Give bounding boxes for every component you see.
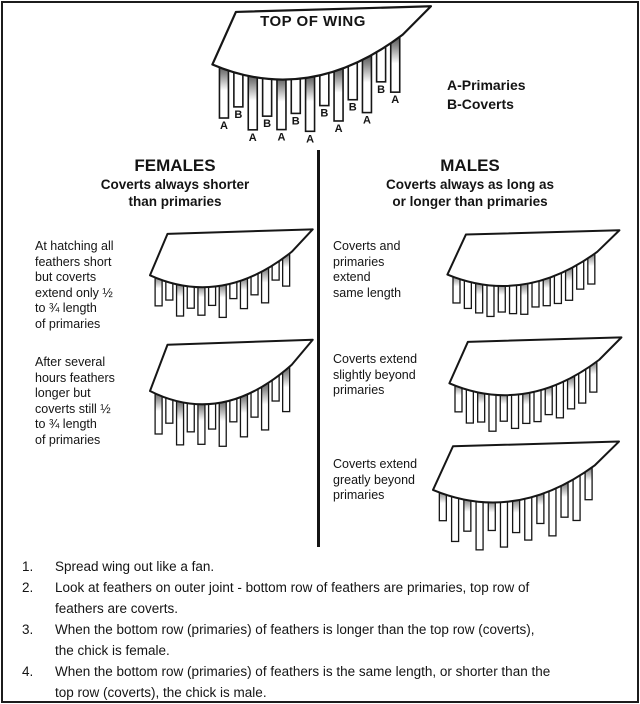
svg-text:A: A (219, 120, 228, 133)
male-note-slight: Coverts extend slightly beyond primaries (333, 352, 418, 397)
instruction-item (22, 619, 622, 661)
female-note-hours: After several hours feathers longer but coverts still ½ to ¾ length of primaries (35, 355, 115, 447)
instruction-text: Look at feathers on outer joint - bottom row of feathers are primaries, top row of feathers are coverts. (55, 580, 530, 616)
svg-text:A: A (362, 114, 371, 127)
females-title: FEMALES (134, 156, 216, 175)
svg-text:A: A (334, 122, 343, 135)
feather-legend: A-Primaries B-Coverts (447, 77, 526, 112)
svg-text:A: A (391, 94, 400, 107)
svg-text:A: A (248, 131, 257, 144)
instruction-number: 2. (22, 580, 34, 595)
svg-text:B: B (291, 115, 300, 128)
wing-diagram-female-hours (143, 336, 318, 461)
females-subtitle: Coverts always shorter than primaries (100, 177, 250, 209)
males-title: MALES (440, 156, 500, 175)
svg-text:B: B (263, 118, 272, 131)
female-note-hatching: At hatching all feathers short but coverts extend only ½ to ¾ length of primaries (35, 239, 114, 331)
instruction-item (22, 556, 622, 577)
wing-diagram-male-great (425, 438, 625, 556)
instruction-number: 3. (22, 622, 34, 637)
svg-text:B: B (320, 107, 329, 120)
top-of-wing-label: TOP OF WING (260, 13, 366, 30)
instruction-text: When the bottom row (primaries) of feathers is the same length, or shorter than the top row (coverts), the chick is male. (55, 664, 551, 700)
males-header (350, 156, 590, 210)
instruction-text: When the bottom row (primaries) of feathers is longer than the top row (coverts), the chick is female. (55, 622, 535, 658)
wing-diagram-male-same (440, 227, 625, 335)
wing-diagram-female-hatching (143, 226, 318, 338)
instruction-number: 4. (22, 664, 34, 679)
svg-text:A: A (306, 133, 315, 144)
instruction-number: 1. (22, 559, 34, 574)
svg-text:B: B (234, 108, 243, 121)
svg-text:B: B (377, 83, 386, 96)
svg-text:B: B (348, 101, 357, 114)
male-note-same: Coverts and primaries extend same length (333, 239, 402, 300)
male-note-great: Coverts extend greatly beyond primaries (333, 457, 418, 502)
instruction-item (22, 661, 622, 703)
instruction-item (22, 577, 622, 619)
wing-diagram-male-slight (442, 334, 627, 446)
males-subtitle: Coverts always as long as or longer than primaries (385, 177, 555, 209)
svg-text:A: A (277, 131, 286, 144)
instructions-list (22, 556, 622, 703)
instruction-text: Spread wing out like a fan. (55, 559, 215, 574)
females-header (55, 156, 295, 210)
